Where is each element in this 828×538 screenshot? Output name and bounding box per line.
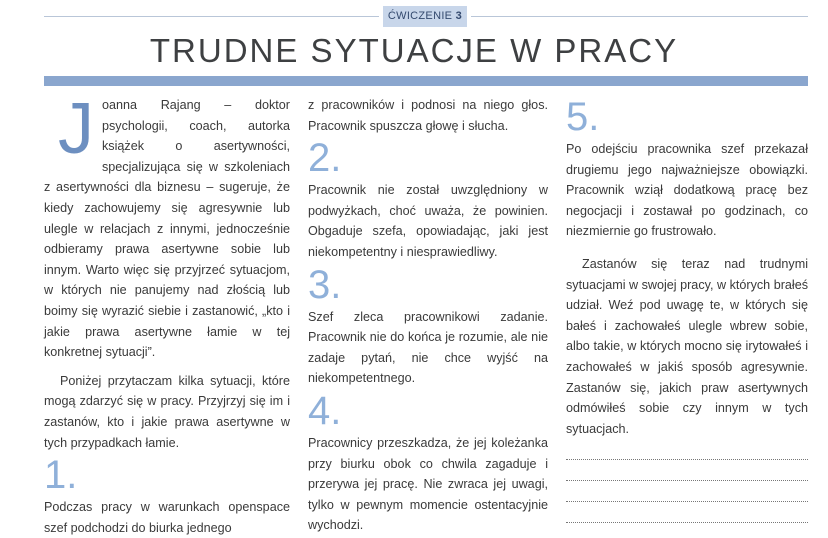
situation-4-text: Pracownicy przeszkadza, że jej koleżanka przy biurku obok co chwila zagaduje i przerywa jej pracę. Nie zwraca jej uwagi, tylko w pewnym momencie ostentacyjnie wychodzi. [308,435,548,533]
page-title: TRUDNE SYTUACJE W PRACY [149,32,679,69]
column-2 [308,95,548,536]
situation-5-text: Po odejściu pracownika szef przekazał drugiemu jego najważniejsze obowiązki. Pracownik wziął dodatkową pracę bez negocjacji i zostawał po godzinach, co niezmiernie go frustrowało. [566,142,808,239]
closing-paragraph: Zastanów się teraz nad trudnymi sytuacjami w swojej pracy, w których brałeś udział. Weź pod uwagę te, w których się bałeś i zachowałeś ulegle wbrew sobie, albo takie, w których mocno się irytowałeś i zachowałeś w jakiś sposób agresywnie. Zastanów się, jakich praw asertywnych odmówiłeś sobie czy innym w tych sytuacjach. [566,256,808,436]
drop-cap: J [58,89,94,169]
situation-2-text: Pracownik nie został uwzględniony w podwyżkach, choć uważa, że powinien. Obgaduje szefa, opowiadając, jaki jest niekompetentny i niesprawiedliwy. [308,183,548,259]
situation-1-text-continued: z pracowników i podnosi na niego głos. Pracownik spuszcza głowę i słucha. [308,98,548,133]
answer-line-2[interactable] [566,464,808,481]
exercise-badge [383,6,467,27]
intro-paragraph [44,89,290,363]
header-rule-left [44,16,379,17]
situation-3-number: 3. [308,262,342,307]
situation-5-number: 5. [566,95,600,139]
exercise-badge-number: 3 [455,10,463,22]
situation-1-text: Podczas pracy w warunkach openspace szef podchodzi do biurka jednego [44,500,290,535]
column-3 [566,95,808,523]
situation-2-number: 2. [308,136,342,181]
header-rule-right [471,16,808,17]
intro-text: oanna Rajang – doktor psychologii, coach, autorka książek o asertywności, specjalizująca się w szkoleniach z asertywności dla biznesu – sugeruje, że kiedy zachowujemy się agresywnie lub ulegle w relacjach z innymi, jednocześnie odbieramy prawa asertywne sobie lub innym. Warto więc się przyjrzeć sytuacjom, w których nie panujemy nad złością lub boimy się wyrazić siebie i zastanowić, „kto i jakie prawa asertywne łamie w tej konkretnej sytuacji”. [44,98,290,360]
column-1 [44,89,290,538]
situation-1-number: 1. [44,453,78,498]
answer-line-1[interactable] [566,443,808,460]
answer-line-4[interactable] [566,506,808,523]
situation-3-text: Szef zleca pracownikowi zadanie. Pracownik nie do końca je rozumie, ale nie zadaje pytań, nie chce wyjść na niekompetentnego. [308,309,548,386]
exercise-badge-label: ĆWICZENIE [387,10,453,22]
title-underline-bar [44,76,808,86]
situation-4-number: 4. [308,388,342,433]
intro-paragraph-2: Poniżej przytaczam kilka sytuacji, które mogą zdarzyć się w pracy. Przyjrzyj się im i zastanów, kto i jakie prawa asertywne w tych przypadkach łamie. [44,373,290,450]
answer-line-3[interactable] [566,485,808,502]
